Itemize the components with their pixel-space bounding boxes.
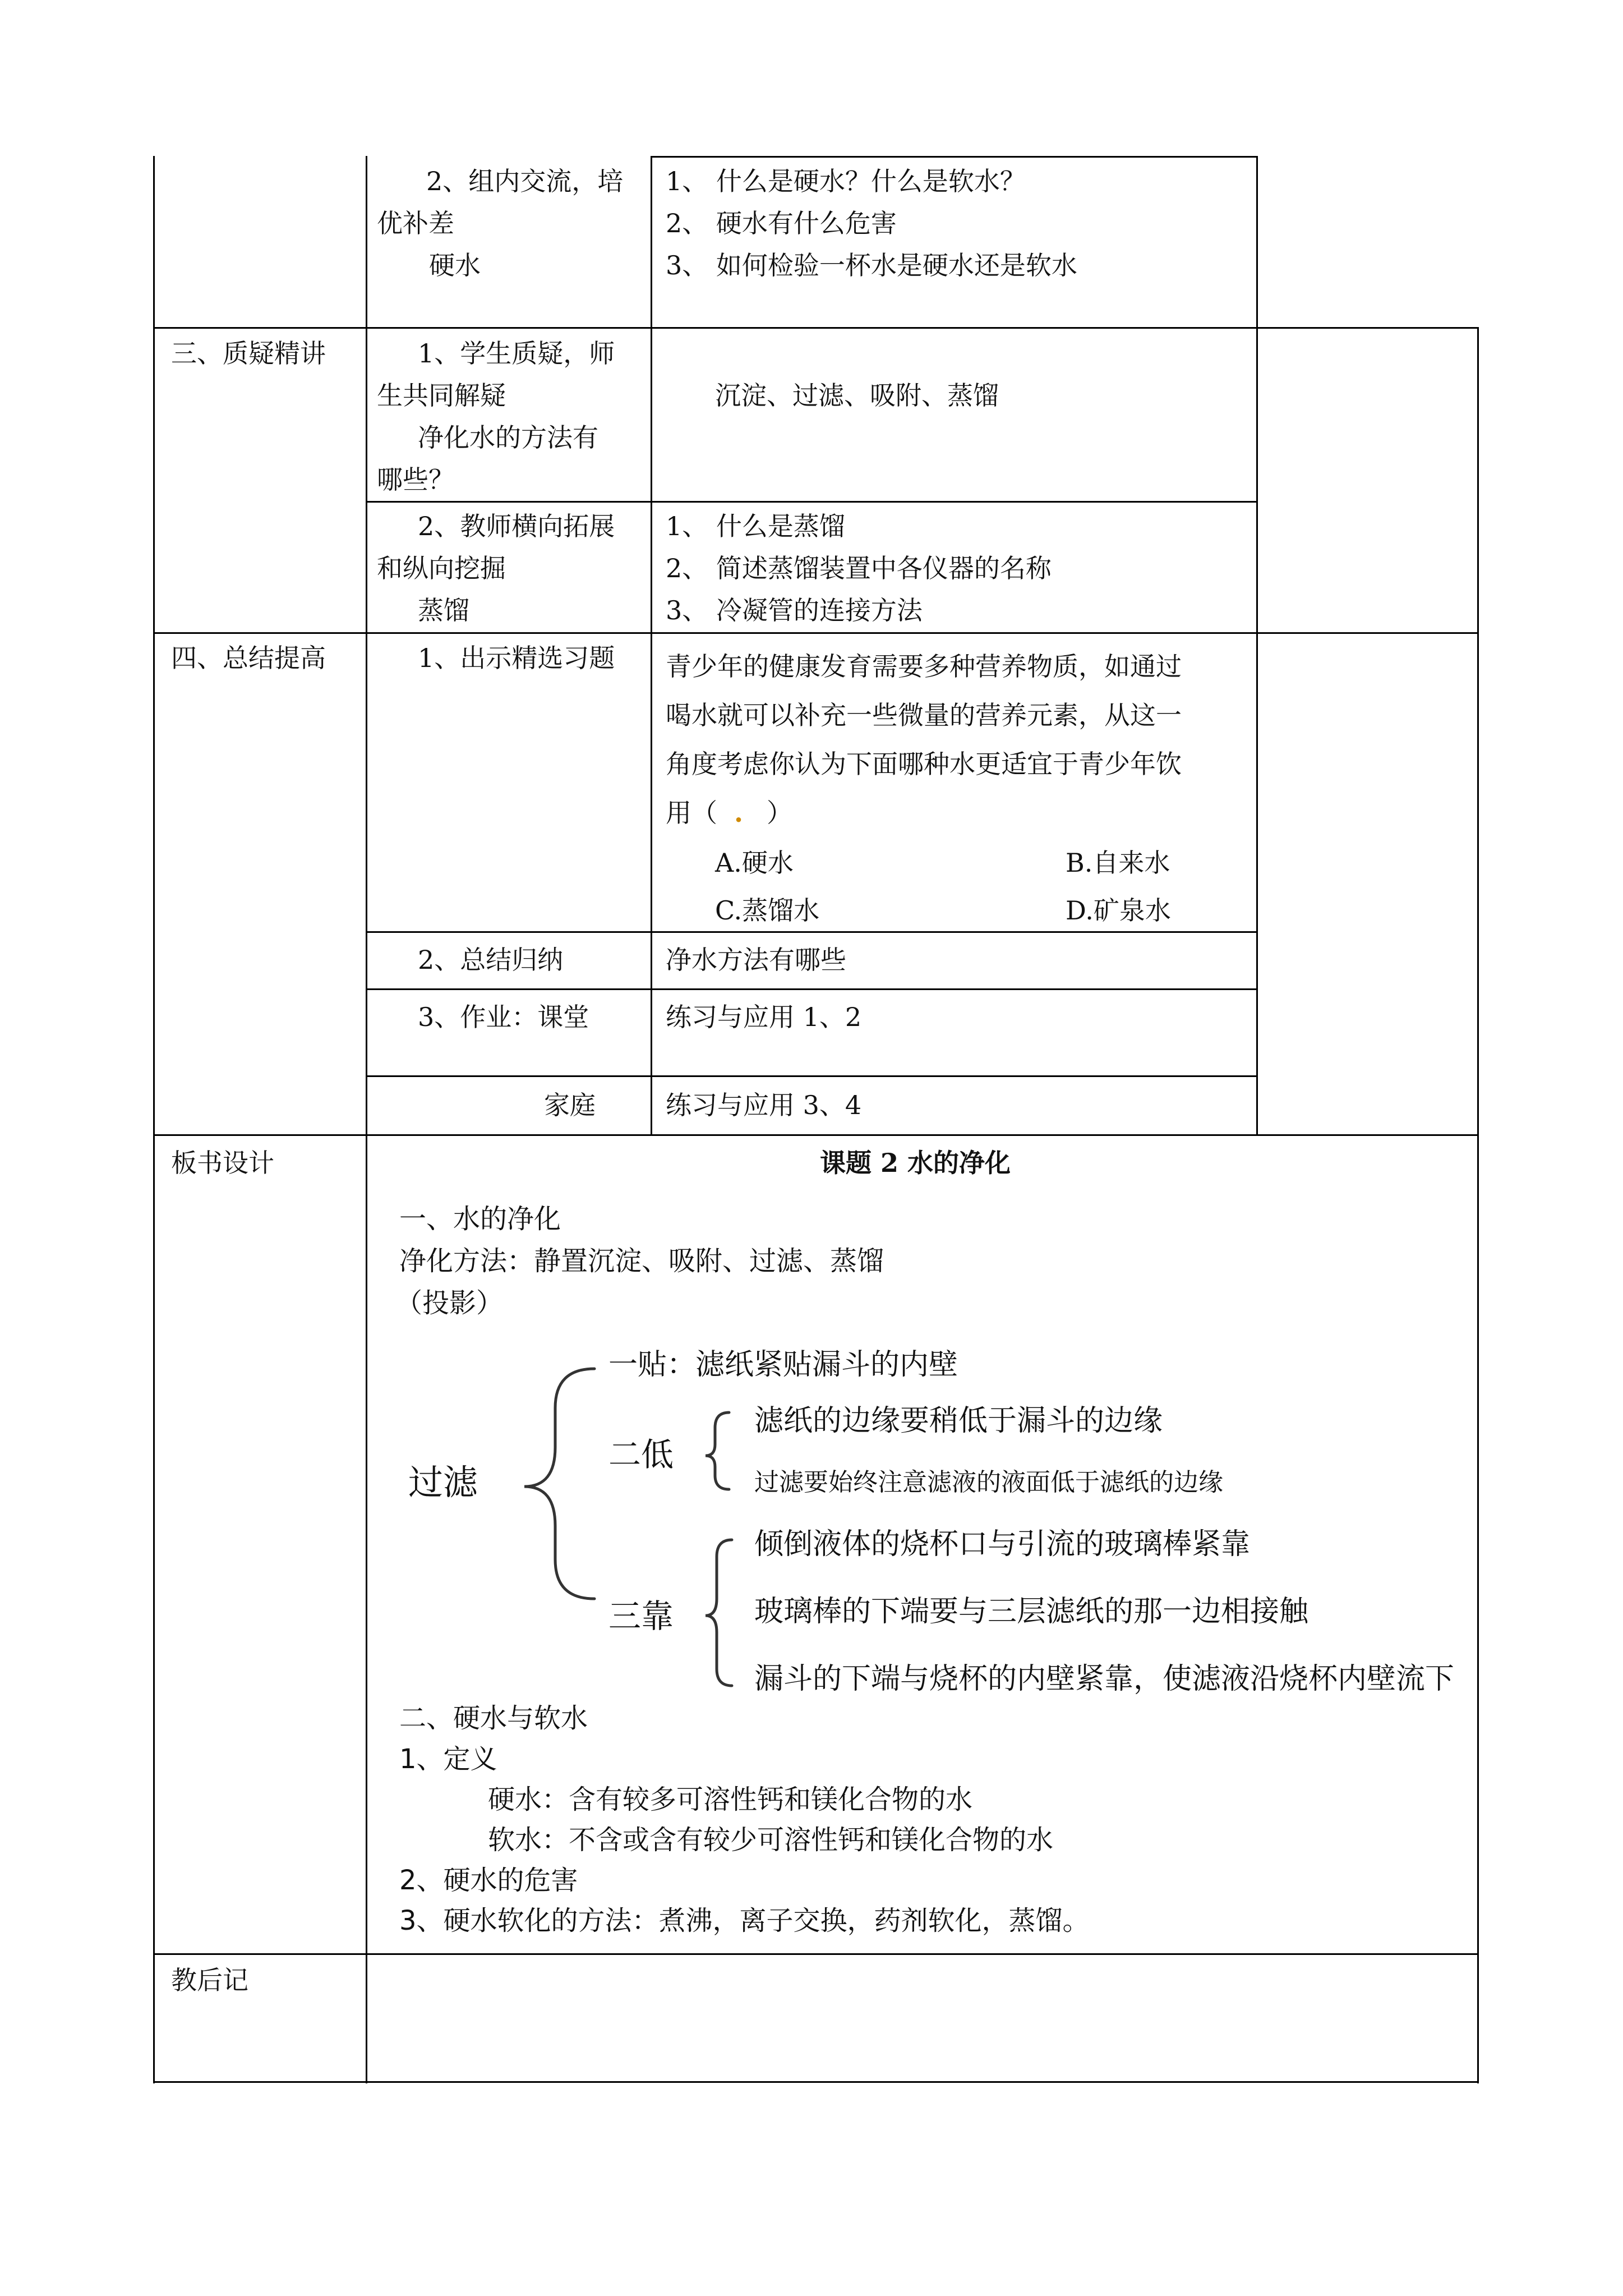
board-title: 课题 2 水的净化 bbox=[820, 1148, 1011, 1178]
answer-blank-mark: . bbox=[734, 798, 744, 828]
section-summary: 四、总结提高 bbox=[171, 643, 326, 673]
step-exercise: 1、出示精选习题 bbox=[418, 643, 615, 673]
rule-three-item-3: 漏斗的下端与烧杯的内壁紧靠，使滤液沿烧杯内壁流下 bbox=[754, 1662, 1455, 1696]
rule-two-label: 二低 bbox=[608, 1435, 674, 1474]
step-doubts-line2: 生共同解疑 bbox=[377, 380, 506, 411]
question-close: ） bbox=[767, 798, 793, 828]
option-c: C.蒸馏水 bbox=[715, 895, 820, 926]
filter-label: 过滤 bbox=[408, 1462, 478, 1503]
step-doubts-line1: 1、学生质疑，师 bbox=[418, 338, 615, 369]
option-a: A.硬水 bbox=[715, 848, 794, 878]
step-extend-line1: 2、教师横向拓展 bbox=[418, 511, 615, 541]
hard-water-item-3: 3、 如何检验一杯水是硬水还是软水 bbox=[666, 250, 1077, 280]
distillation-item-2: 2、 简述蒸馏装置中各仪器的名称 bbox=[666, 553, 1052, 583]
step-homework-home: 家庭 bbox=[544, 1090, 596, 1120]
distillation-item-3: 3、 冷凝管的连接方法 bbox=[666, 595, 923, 625]
section-doubts: 三、质疑精讲 bbox=[171, 338, 326, 369]
rule-two-item-1: 滤纸的边缘要稍低于漏斗的边缘 bbox=[754, 1404, 1163, 1438]
board-definition: 1、定义 bbox=[399, 1743, 497, 1775]
softening-methods: 3、硬水软化的方法：煮沸，离子交换，药剂软化，蒸馏。 bbox=[399, 1905, 1090, 1936]
board-methods: 净化方法：静置沉淀、吸附、过滤、蒸馏 bbox=[399, 1245, 884, 1277]
rule-three-label: 三靠 bbox=[608, 1597, 674, 1635]
board-section-2: 二、硬水与软水 bbox=[399, 1703, 588, 1734]
step-hard-water-line2: 优补差 bbox=[377, 208, 454, 238]
step-extend-line3: 蒸馏 bbox=[418, 595, 469, 625]
rule-two-item-2: 过滤要始终注意滤液的液面低于滤纸的边缘 bbox=[754, 1468, 1223, 1497]
rule-three-item-1: 倾倒液体的烧杯口与引流的玻璃棒紧靠 bbox=[754, 1527, 1251, 1561]
homework-home-content: 练习与应用 3、4 bbox=[666, 1090, 862, 1120]
hard-water-item-2: 2、 硬水有什么危害 bbox=[666, 208, 897, 238]
conclude-content: 净水方法有哪些 bbox=[666, 945, 846, 975]
hard-water-harm: 2、硬水的危害 bbox=[399, 1865, 578, 1896]
option-d: D.矿泉水 bbox=[1066, 895, 1171, 926]
step-conclude: 2、总结归纳 bbox=[418, 945, 564, 975]
hard-water-item-1: 1、 什么是硬水？什么是软水？ bbox=[666, 166, 1026, 196]
rule-one-label: 一贴： bbox=[608, 1348, 697, 1382]
question-open: 用（ bbox=[666, 798, 717, 828]
board-projection: （投影） bbox=[395, 1287, 504, 1319]
question-line-1: 青少年的健康发育需要多种营养物质，如通过 bbox=[666, 651, 1182, 682]
step-doubts-line4: 哪些？ bbox=[377, 464, 454, 495]
step-hard-water-line1: 2、组内交流，培 bbox=[426, 166, 624, 196]
board-section-1: 一、水的净化 bbox=[399, 1203, 561, 1235]
rule-one-text: 滤纸紧贴漏斗的内壁 bbox=[695, 1348, 958, 1382]
after-class-label: 教后记 bbox=[171, 1965, 248, 1995]
step-hard-water-line3: 硬水 bbox=[429, 250, 481, 280]
question-line-3: 角度考虑你认为下面哪种水更适宜于青少年饮 bbox=[666, 749, 1182, 779]
distillation-item-1: 1、 什么是蒸馏 bbox=[666, 511, 845, 541]
option-b: B.自来水 bbox=[1066, 848, 1170, 878]
soft-water-definition: 软水：不含或含有较少可溶性钙和镁化合物的水 bbox=[488, 1824, 1054, 1856]
step-homework-class: 3、作业：课堂 bbox=[418, 1002, 589, 1032]
hard-water-definition: 硬水：含有较多可溶性钙和镁化合物的水 bbox=[488, 1784, 973, 1815]
step-doubts-line3: 净化水的方法有 bbox=[418, 422, 598, 453]
step-extend-line2: 和纵向挖掘 bbox=[377, 553, 506, 583]
homework-class-content: 练习与应用 1、2 bbox=[666, 1002, 862, 1032]
question-line-2: 喝水就可以补充一些微量的营养元素，从这一 bbox=[666, 700, 1182, 730]
purification-methods-answer: 沉淀、过滤、吸附、蒸馏 bbox=[715, 380, 999, 411]
board-label: 板书设计 bbox=[171, 1148, 274, 1178]
rule-three-item-2: 玻璃棒的下端要与三层滤纸的那一边相接触 bbox=[754, 1595, 1309, 1628]
